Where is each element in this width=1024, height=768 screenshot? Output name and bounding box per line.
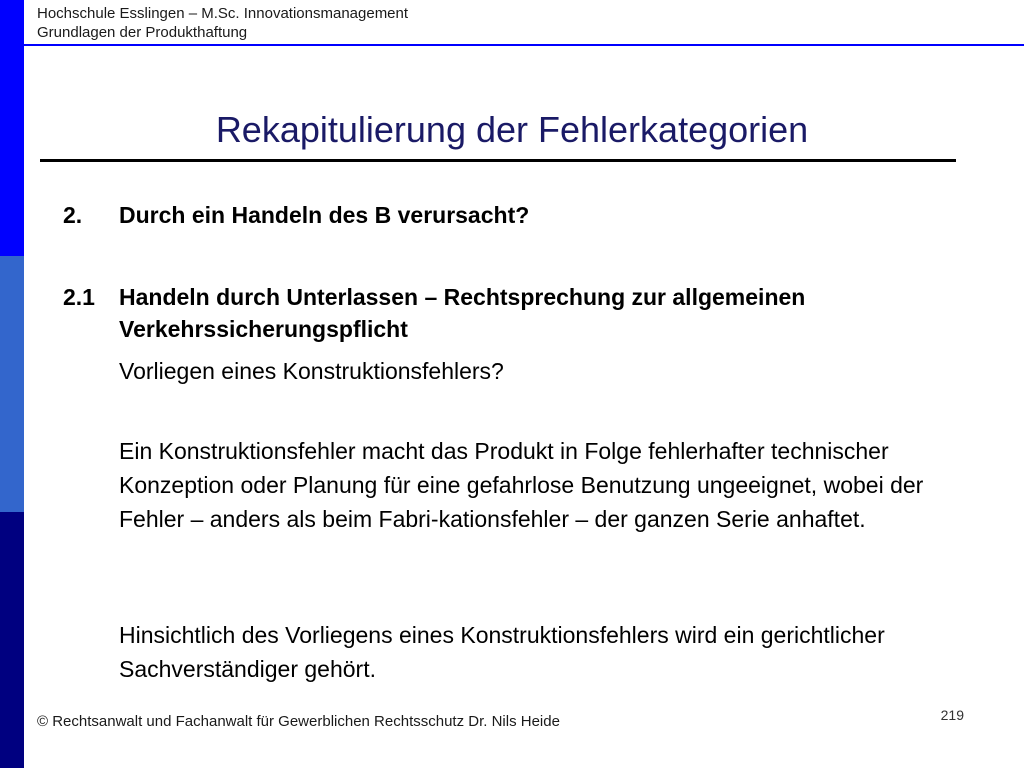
item-number: 2.	[63, 202, 83, 228]
item-heading: Handeln durch Unterlassen – Rechtsprechung zur allgemeinen Verkehrssicherungspflicht	[119, 284, 806, 342]
body-paragraph: Vorliegen eines Konstruktionsfehlers?	[119, 358, 504, 384]
footer-copyright: © Rechtsanwalt und Fachanwalt für Gewerblichen Rechtsschutz Dr. Nils Heide	[37, 713, 560, 730]
item-heading: Durch ein Handeln des B verursacht?	[119, 202, 530, 228]
header-institution: Hochschule Esslingen – M.Sc. Innovationsmanagement	[37, 5, 409, 22]
item-number: 2.1	[63, 284, 95, 310]
page-number: 219	[940, 707, 964, 723]
header-course: Grundlagen der Produkthaftung	[37, 24, 248, 41]
body-paragraph: Hinsichtlich des Vorliegens eines Konstruktionsfehlers wird ein gerichtlicher Sachverständiger gehört.	[119, 622, 885, 682]
body-paragraph: Ein Konstruktionsfehler macht das Produkt in Folge fehlerhafter technischer Konzeption oder Planung für eine gefahrlose Benutzung ungeeignet, wobei der Fehler – anders als beim Fabri-kationsfehler – der ganzen Serie anhaftet.	[119, 438, 924, 532]
slide-title: Rekapitulierung der Fehlerkategorien	[215, 109, 809, 150]
